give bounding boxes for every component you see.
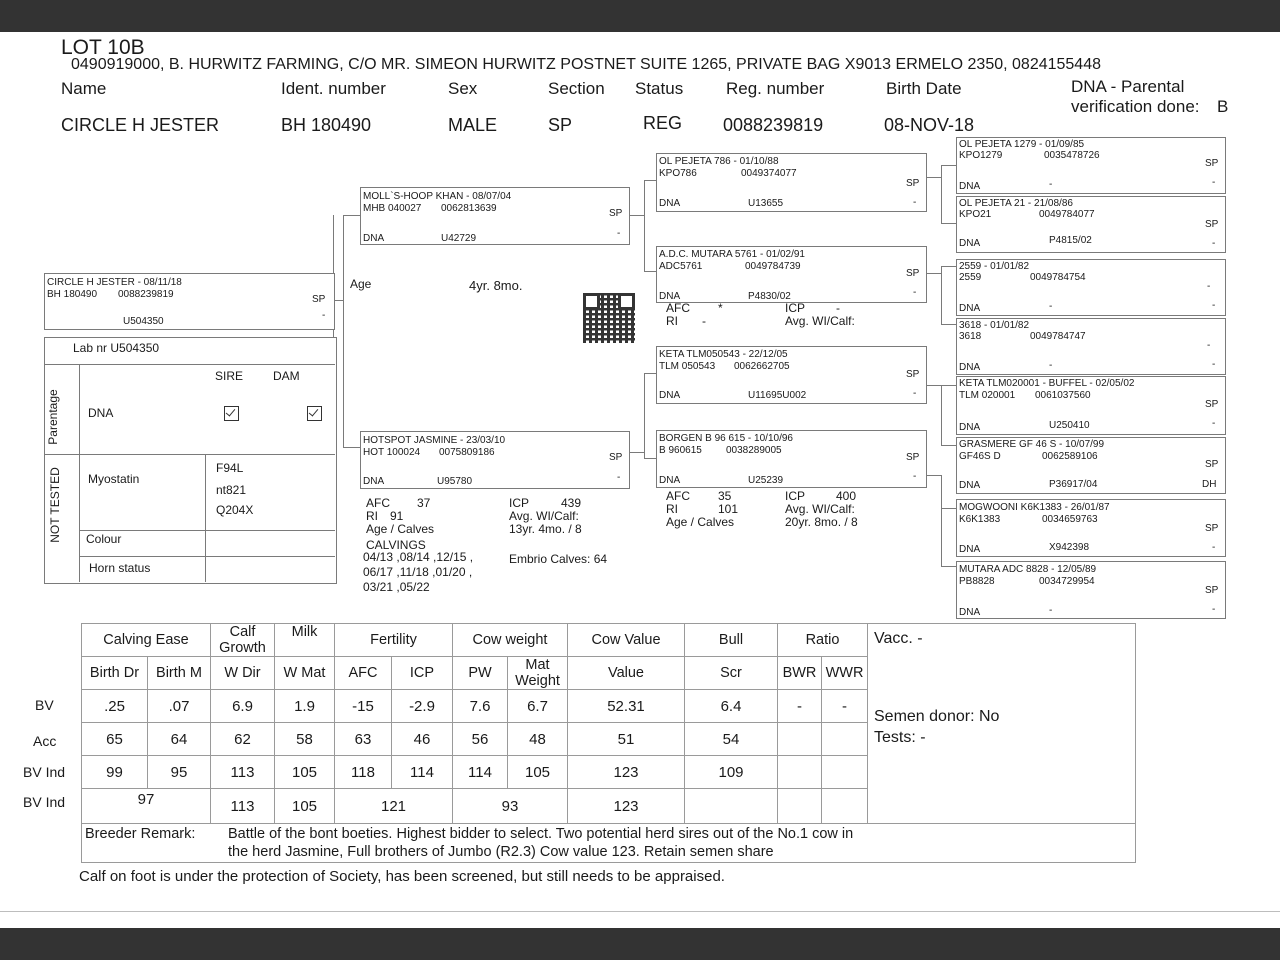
ggp-lab: - xyxy=(1049,301,1053,312)
header-sex: Sex xyxy=(448,79,478,98)
footer-note: Calf on foot is under the protection of Society, has been screened, but still needs to be appraised. xyxy=(79,868,725,885)
bvind2-bull xyxy=(685,789,778,824)
gp-reg: 0049784739 xyxy=(745,261,801,272)
ggp-sec: SP xyxy=(1205,459,1219,470)
dam-afc: 37 xyxy=(417,496,431,510)
ggp-dna: DNA xyxy=(959,544,981,555)
bv-cell: .07 xyxy=(148,690,211,723)
sub-pw: PW xyxy=(453,657,508,690)
bv-cell: 7.6 xyxy=(453,690,508,723)
acc-cell: 65 xyxy=(82,723,148,756)
breeder-remark-line-1: Battle of the bont boeties. Highest bidder to select. Two potential herd sires out of the No.1 cow in xyxy=(228,826,854,842)
header-dna-2: verification done: xyxy=(1071,97,1200,116)
animal-box-title: CIRCLE H JESTER - 08/11/18 xyxy=(47,277,182,288)
bvind-cell: 105 xyxy=(275,756,335,789)
acc-cell: 63 xyxy=(335,723,392,756)
ggp-ident: GF46S D xyxy=(959,451,1001,462)
colour-label: Colour xyxy=(86,532,122,546)
dam-calvings-1: 04/13 ,08/14 ,12/15 , xyxy=(363,550,474,564)
sub-afc: AFC xyxy=(335,657,392,690)
dam-dna-check-icon xyxy=(307,406,322,421)
ggp-sec: - xyxy=(1207,340,1211,351)
ggp-dash: - xyxy=(1212,542,1216,553)
ggp-lab: - xyxy=(1049,605,1053,616)
ggp-reg: 0062589106 xyxy=(1042,451,1098,462)
sire-dna-check-icon xyxy=(224,406,239,421)
gp-sec: SP xyxy=(906,178,920,189)
sub-scr: Scr xyxy=(685,657,778,690)
gp-reg: 0038289005 xyxy=(726,445,782,456)
ggp-box-8 xyxy=(956,561,1226,619)
semen-donor-text: Semen donor: No xyxy=(874,708,1000,725)
ggp-reg: 0061037560 xyxy=(1035,390,1091,401)
ggp-ident: KPO1279 xyxy=(959,150,1003,161)
acc-cell: 62 xyxy=(211,723,275,756)
sub-mat-weight: Mat Weight xyxy=(508,657,568,690)
gp-sec: SP xyxy=(906,452,920,463)
ggp-reg: 0049784747 xyxy=(1030,331,1086,342)
animal-pedigree-box xyxy=(44,273,335,330)
dam-avg-label: Avg. WI/Calf: xyxy=(509,509,579,523)
ggp-dna: DNA xyxy=(959,607,981,618)
bvind2-ratio-wwr xyxy=(822,789,868,824)
ggp-sec: SP xyxy=(1205,523,1219,534)
gp-sec: SP xyxy=(906,268,920,279)
grandsire-sire-box xyxy=(656,153,927,212)
ggp-lab: X942398 xyxy=(1049,542,1090,553)
gp-lab: U13655 xyxy=(748,198,784,209)
bvind2-calving-ease: 97 xyxy=(82,789,211,824)
ggp-sec: SP xyxy=(1205,399,1219,410)
gp-dna: DNA xyxy=(659,291,681,302)
ggp-title: 3618 - 01/01/82 xyxy=(959,320,1030,331)
not-tested-label: NOT TESTED xyxy=(48,467,62,543)
gp-lab: U25239 xyxy=(748,475,784,486)
bottom-bar xyxy=(0,928,1280,960)
bvind-cell: 123 xyxy=(568,756,685,789)
gp2-icp: - xyxy=(836,301,840,315)
ggp-title: OL PEJETA 21 - 21/08/86 xyxy=(959,198,1073,209)
header-birth: Birth Date xyxy=(886,79,962,98)
header-ident: Ident. number xyxy=(281,79,386,98)
sub-birth-m: Birth M xyxy=(148,657,211,690)
ggp-dash: - xyxy=(1212,604,1216,615)
gp-reg: 0062662705 xyxy=(734,361,790,372)
bvind-cell xyxy=(822,756,868,789)
ggp-reg: 0035478726 xyxy=(1044,150,1100,161)
ggp-sec: SP xyxy=(1205,158,1219,169)
ggp-box-7 xyxy=(956,499,1226,557)
lot-title: LOT 10B xyxy=(61,36,145,59)
bvind2-calf-growth: 113 xyxy=(211,789,275,824)
sub-w-mat: W Mat xyxy=(275,657,335,690)
gp-ident: ADC5761 xyxy=(659,261,703,272)
animal-box-sec: SP xyxy=(312,294,326,305)
dam-icp-label: ICP xyxy=(509,496,530,510)
ggp-box-2 xyxy=(956,196,1226,253)
ggp-ident: PB8828 xyxy=(959,576,995,587)
bv-cell: 52.31 xyxy=(568,690,685,723)
sire-dash: - xyxy=(617,228,621,239)
ggp-dash: - xyxy=(1212,359,1216,370)
bvind-cell: 114 xyxy=(392,756,453,789)
sire-ident: MHB 040027 xyxy=(363,203,422,214)
qr-code-icon xyxy=(583,293,635,343)
ggp-sec: - xyxy=(1207,281,1211,292)
dam-ident: HOT 100024 xyxy=(363,447,421,458)
bv-cell: 6.7 xyxy=(508,690,568,723)
dam-afc-label: AFC xyxy=(366,496,390,510)
horn-status-label: Horn status xyxy=(89,561,151,575)
gp4-icp-label: ICP xyxy=(785,489,806,503)
header-dna-1: DNA - Parental xyxy=(1071,77,1185,96)
ggp-dash: - xyxy=(1212,300,1216,311)
bvind-cell: 109 xyxy=(685,756,778,789)
gp-lab: U11695U002 xyxy=(748,390,807,401)
ggp-reg: 0034729954 xyxy=(1039,576,1095,587)
gp-title: KETA TLM050543 - 22/12/05 xyxy=(659,349,788,360)
gp-dash: - xyxy=(913,388,917,399)
bvind-cell: 95 xyxy=(148,756,211,789)
ggp-box-6 xyxy=(956,437,1226,494)
gp-dash: - xyxy=(913,471,917,482)
col-fertility: Fertility xyxy=(335,624,453,657)
acc-cell: 64 xyxy=(148,723,211,756)
gp4-age-calves: 20yr. 8mo. / 8 xyxy=(785,515,858,529)
sire-reg: 0062813639 xyxy=(441,203,497,214)
ggp-title: KETA TLM020001 - BUFFEL - 02/05/02 xyxy=(959,378,1135,389)
ggp-dna: DNA xyxy=(959,422,981,433)
bvind-cell: 118 xyxy=(335,756,392,789)
ggp-title: MUTARA ADC 8828 - 12/05/89 xyxy=(959,564,1097,575)
ggp-dash: DH xyxy=(1202,479,1217,490)
animal-box-lab: U504350 xyxy=(123,316,164,327)
gp-ident: B 960615 xyxy=(659,445,702,456)
dam-title: HOTSPOT JASMINE - 23/03/10 xyxy=(363,435,506,446)
sub-icp: ICP xyxy=(392,657,453,690)
animal-ident: BH 180490 xyxy=(281,115,372,135)
dam-sec: SP xyxy=(609,452,623,463)
col-milk: Milk xyxy=(275,624,335,657)
acc-cell: 58 xyxy=(275,723,335,756)
header-reg: Reg. number xyxy=(726,79,825,98)
gp-reg: 0049374077 xyxy=(741,168,797,179)
ggp-lab: U250410 xyxy=(1049,420,1090,431)
bv-cell: -2.9 xyxy=(392,690,453,723)
bv-cell: 6.4 xyxy=(685,690,778,723)
ggp-sec: SP xyxy=(1205,585,1219,596)
gp4-ri-label: RI xyxy=(666,502,678,516)
dam-ri-label: RI xyxy=(366,509,378,523)
ggp-ident: 3618 xyxy=(959,331,982,342)
bvind2-fertility: 121 xyxy=(335,789,453,824)
gp2-avg-label: Avg. WI/Calf: xyxy=(785,314,855,328)
ggp-title: OL PEJETA 1279 - 01/09/85 xyxy=(959,139,1085,150)
col-calving-ease: Calving Ease xyxy=(82,624,211,657)
acc-cell xyxy=(822,723,868,756)
gp-dna: DNA xyxy=(659,475,681,486)
myostatin-label: Myostatin xyxy=(88,472,140,486)
sire-box xyxy=(360,187,630,245)
sire-sec: SP xyxy=(609,208,623,219)
bv-cell: - xyxy=(822,690,868,723)
gp4-age-calves-label: Age / Calves xyxy=(666,515,735,529)
ggp-box-4 xyxy=(956,318,1226,375)
lab-dam-header: DAM xyxy=(273,369,300,383)
animal-section: SP xyxy=(548,115,573,135)
ggp-reg: 0034659763 xyxy=(1042,514,1098,525)
owner-line: 0490919000, B. HURWITZ FARMING, C/O MR. SIMEON HURWITZ POSTNET SUITE 1265, PRIVATE BAG X9013 ERMELO 2350, 0824155448 xyxy=(71,56,1101,73)
gp2-ri: - xyxy=(702,314,706,328)
dam-embrio: Embrio Calves: 64 xyxy=(509,552,608,566)
row-label-acc: Acc xyxy=(33,733,57,749)
grandsire-dam-box xyxy=(656,346,927,404)
gp2-ri-label: RI xyxy=(666,314,678,328)
tests-text: Tests: - xyxy=(874,729,926,746)
ggp-sec: SP xyxy=(1205,219,1219,230)
top-bar xyxy=(0,0,1280,32)
animal-sex: MALE xyxy=(448,115,498,135)
acc-cell: 51 xyxy=(568,723,685,756)
dam-icp: 439 xyxy=(561,496,582,510)
bvind-cell: 99 xyxy=(82,756,148,789)
row-label-bvind-2: BV Ind xyxy=(23,794,66,810)
gp2-afc: * xyxy=(718,301,723,315)
sire-dna: DNA xyxy=(363,233,385,244)
row-label-bv: BV xyxy=(35,697,54,713)
lab-dna-label: DNA xyxy=(88,406,114,420)
dam-reg: 0075809186 xyxy=(439,447,495,458)
col-cow-weight: Cow weight xyxy=(453,624,568,657)
breeder-remark-cell xyxy=(82,824,1136,863)
gp2-afc-label: AFC xyxy=(666,301,690,315)
dam-ri: 91 xyxy=(390,509,404,523)
dam-age-calves-label: Age / Calves xyxy=(366,522,435,536)
ggp-lab: P4815/02 xyxy=(1049,235,1092,246)
gp-dash: - xyxy=(913,197,917,208)
gp2-icp-label: ICP xyxy=(785,301,806,315)
ggp-reg: 0049784754 xyxy=(1030,272,1086,283)
lab-number: Lab nr U504350 xyxy=(73,341,160,355)
acc-cell: 54 xyxy=(685,723,778,756)
age-label: Age xyxy=(350,277,372,291)
row-label-bvind: BV Ind xyxy=(23,764,66,780)
ggp-dash: - xyxy=(1212,418,1216,429)
gp-title: BORGEN B 96 615 - 10/10/96 xyxy=(659,433,793,444)
bvind2-cow-weight: 93 xyxy=(453,789,568,824)
ggp-dash: - xyxy=(1212,238,1216,249)
gp-dna: DNA xyxy=(659,198,681,209)
vacc-text: Vacc. - xyxy=(874,630,923,647)
gp-title: OL PEJETA 786 - 01/10/88 xyxy=(659,156,779,167)
ggp-dna: DNA xyxy=(959,480,981,491)
gp4-avg-label: Avg. WI/Calf: xyxy=(785,502,855,516)
ggp-box-5 xyxy=(956,376,1226,435)
header-dna-value: B xyxy=(1217,97,1229,116)
sub-w-dir: W Dir xyxy=(211,657,275,690)
dam-age-calves: 13yr. 4mo. / 8 xyxy=(509,522,582,536)
ggp-ident: 2559 xyxy=(959,272,982,283)
ggp-title: MOGWOONI K6K1383 - 26/01/87 xyxy=(959,502,1110,513)
dam-dna: DNA xyxy=(363,476,385,487)
myostatin-nt821: nt821 xyxy=(216,483,247,497)
animal-box-dash: - xyxy=(322,310,326,321)
dam-dash: - xyxy=(617,472,621,483)
bv-cell: .25 xyxy=(82,690,148,723)
animal-status: REG xyxy=(643,113,683,133)
breeder-remark-label: Breeder Remark: xyxy=(85,826,196,842)
bv-cell: 6.9 xyxy=(211,690,275,723)
dam-lab: U95780 xyxy=(437,476,473,487)
bv-cell: 1.9 xyxy=(275,690,335,723)
sire-lab: U42729 xyxy=(441,233,477,244)
bvind2-milk: 105 xyxy=(275,789,335,824)
bvind2-ratio-bwr xyxy=(778,789,822,824)
dam-calvings-label: CALVINGS xyxy=(366,538,426,552)
sub-bwr: BWR xyxy=(778,657,822,690)
ggp-ident: TLM 020001 xyxy=(959,390,1016,401)
ggp-box-1 xyxy=(956,137,1226,194)
ggp-dna: DNA xyxy=(959,303,981,314)
acc-cell: 56 xyxy=(453,723,508,756)
sire-title: MOLL`S-HOOP KHAN - 08/07/04 xyxy=(363,191,512,202)
ggp-lab: P36917/04 xyxy=(1049,479,1098,490)
dam-box xyxy=(360,431,630,489)
acc-cell: 46 xyxy=(392,723,453,756)
sub-value: Value xyxy=(568,657,685,690)
gp-ident: KPO786 xyxy=(659,168,697,179)
header-name: Name xyxy=(61,79,107,98)
header-status: Status xyxy=(635,79,684,98)
bvind-cell: 105 xyxy=(508,756,568,789)
ggp-dna: DNA xyxy=(959,181,981,192)
col-ratio: Ratio xyxy=(778,624,868,657)
myostatin-q204x: Q204X xyxy=(216,503,254,517)
acc-cell: 48 xyxy=(508,723,568,756)
footer-rule xyxy=(0,911,1280,912)
sub-wwr: WWR xyxy=(822,657,868,690)
bvind-cell: 114 xyxy=(453,756,508,789)
breeding-values-table xyxy=(81,623,1136,863)
breeder-remark-line-2: the herd Jasmine, Full brothers of Jumbo (R2.3) Cow value 123. Retain semen share xyxy=(228,844,774,860)
bvind-cell: 113 xyxy=(211,756,275,789)
ggp-title: 2559 - 01/01/82 xyxy=(959,261,1030,272)
granddam-dam-box xyxy=(656,430,927,488)
col-cow-value: Cow Value xyxy=(568,624,685,657)
col-calf-growth: Calf Growth xyxy=(211,624,275,657)
animal-box-reg: 0088239819 xyxy=(118,289,174,300)
sub-birth-dr: Birth Dr xyxy=(82,657,148,690)
gp-sec: SP xyxy=(906,369,920,380)
gp4-afc-label: AFC xyxy=(666,489,690,503)
gp4-afc: 35 xyxy=(718,489,732,503)
col-bull: Bull xyxy=(685,624,778,657)
bvind-cell xyxy=(778,756,822,789)
acc-cell xyxy=(778,723,822,756)
ggp-dash: - xyxy=(1212,177,1216,188)
myostatin-f94l: F94L xyxy=(216,461,244,475)
bv-cell: -15 xyxy=(335,690,392,723)
dam-calvings-2: 06/17 ,11/18 ,01/20 , xyxy=(363,565,473,579)
gp4-ri: 101 xyxy=(718,502,739,516)
gp-title: A.D.C. MUTARA 5761 - 01/02/91 xyxy=(659,249,805,260)
ggp-lab: - xyxy=(1049,179,1053,190)
ggp-dna: DNA xyxy=(959,362,981,373)
animal-box-ident: BH 180490 xyxy=(47,289,98,300)
gp-dash: - xyxy=(913,287,917,298)
dam-calvings-3: 03/21 ,05/22 xyxy=(363,580,430,594)
notes-cell xyxy=(868,624,1136,824)
lab-sire-header: SIRE xyxy=(215,369,244,383)
gp-lab: P4830/02 xyxy=(748,291,791,302)
header-section: Section xyxy=(548,79,605,98)
gp-ident: TLM 050543 xyxy=(659,361,716,372)
ggp-dna: DNA xyxy=(959,238,981,249)
ggp-title: GRASMERE GF 46 S - 10/07/99 xyxy=(959,439,1105,450)
ggp-reg: 0049784077 xyxy=(1039,209,1095,220)
ggp-ident: K6K1383 xyxy=(959,514,1001,525)
bvind2-cow-value: 123 xyxy=(568,789,685,824)
animal-reg: 0088239819 xyxy=(723,115,824,135)
animal-birth: 08-NOV-18 xyxy=(884,115,975,135)
age-value: 4yr. 8mo. xyxy=(469,278,523,293)
ggp-box-3 xyxy=(956,259,1226,316)
parentage-label: Parentage xyxy=(46,389,60,445)
ggp-ident: KPO21 xyxy=(959,209,992,220)
ggp-lab: - xyxy=(1049,360,1053,371)
gp4-icp: 400 xyxy=(836,489,857,503)
gp-dna: DNA xyxy=(659,390,681,401)
granddam-sire-box xyxy=(656,246,927,303)
animal-name: CIRCLE H JESTER xyxy=(61,115,220,135)
bv-cell: - xyxy=(778,690,822,723)
